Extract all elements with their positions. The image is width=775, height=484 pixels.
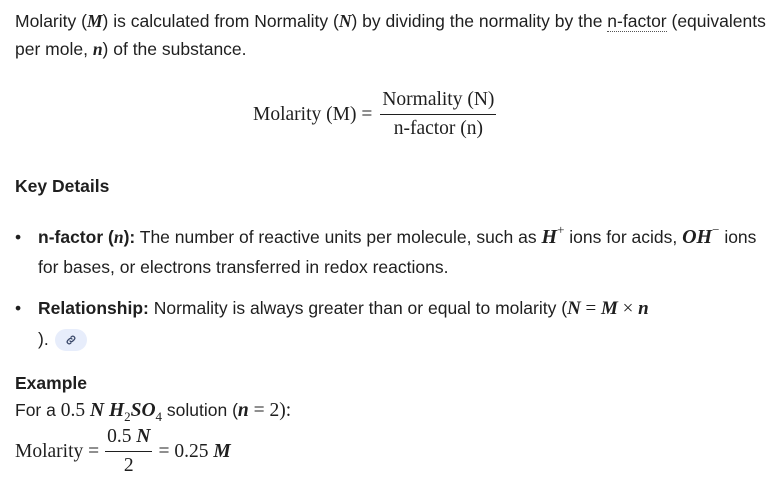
source-link-button[interactable]: [55, 329, 87, 351]
var-N: N: [136, 426, 151, 447]
item-label: Relationship:: [38, 298, 149, 318]
var-N: N: [338, 11, 352, 31]
var-H: H: [108, 400, 125, 421]
item-text: ions for bases, or electrons transferred in redox reactions.: [38, 227, 757, 277]
calc-denominator: 2: [123, 455, 134, 477]
example-calculation: [15, 426, 231, 477]
item-label: n-factor (: [38, 227, 114, 247]
superscript: −: [712, 222, 720, 237]
bullet-icon: •: [15, 298, 22, 318]
var-M: M: [86, 11, 103, 31]
item-text: The number of reactive units per molecule, such as: [135, 227, 542, 247]
n-factor-link[interactable]: n-factor: [607, 11, 667, 31]
var-n: n: [113, 227, 124, 247]
key-details-heading: Key Details: [15, 176, 110, 196]
n-value: = 2):: [248, 400, 292, 421]
example-text: solution (: [162, 400, 238, 420]
intro-text: ) is calculated from Normality (: [102, 11, 339, 31]
link-icon: [65, 334, 77, 346]
var-SO: SO: [130, 400, 156, 421]
example-text: For a: [15, 400, 61, 420]
var-OH: OH: [682, 226, 713, 248]
formula-fraction: [380, 89, 496, 140]
intro-text: ) of the substance.: [102, 39, 247, 59]
superscript: +: [557, 222, 565, 237]
list-item-n-factor: [15, 222, 770, 282]
formula-numerator: Normality (N): [382, 89, 495, 110]
item-text: Normality is always greater than or equal to molarity (: [148, 298, 568, 318]
concentration-value: 0.5: [60, 400, 86, 421]
list-item-relationship: [15, 293, 770, 354]
molarity-formula: [253, 89, 496, 140]
subscript: 4: [155, 409, 163, 424]
formula-lhs: Molarity (M) =: [253, 103, 373, 125]
example-statement: [15, 400, 291, 422]
times-sign: ×: [617, 298, 639, 319]
item-text: ).: [38, 329, 49, 349]
var-M: M: [213, 440, 231, 462]
item-label: ):: [123, 227, 136, 247]
intro-paragraph: [15, 7, 775, 63]
example-heading: Example: [15, 373, 87, 393]
var-N: N: [89, 400, 105, 421]
bullet-icon: •: [15, 227, 22, 247]
subscript: 2: [124, 409, 131, 424]
var-N: N: [567, 298, 581, 319]
calc-fraction: [105, 426, 152, 477]
formula-denominator: n-factor (n): [393, 118, 484, 140]
var-n: n: [237, 400, 249, 421]
var-n: n: [638, 298, 649, 319]
calc-lhs: Molarity =: [15, 440, 100, 462]
var-H: H: [541, 226, 558, 248]
calc-result: = 0.25: [158, 440, 209, 462]
intro-text: Molarity (: [15, 11, 87, 31]
item-text: ions for acids,: [564, 227, 683, 247]
calc-numerator: 0.5: [107, 426, 132, 447]
equals-sign: =: [580, 298, 602, 319]
intro-text: (equivalents per mole,: [15, 11, 766, 59]
var-n: n: [92, 39, 103, 59]
intro-text: ) by dividing the normality by the: [351, 11, 608, 31]
var-M: M: [601, 298, 618, 319]
